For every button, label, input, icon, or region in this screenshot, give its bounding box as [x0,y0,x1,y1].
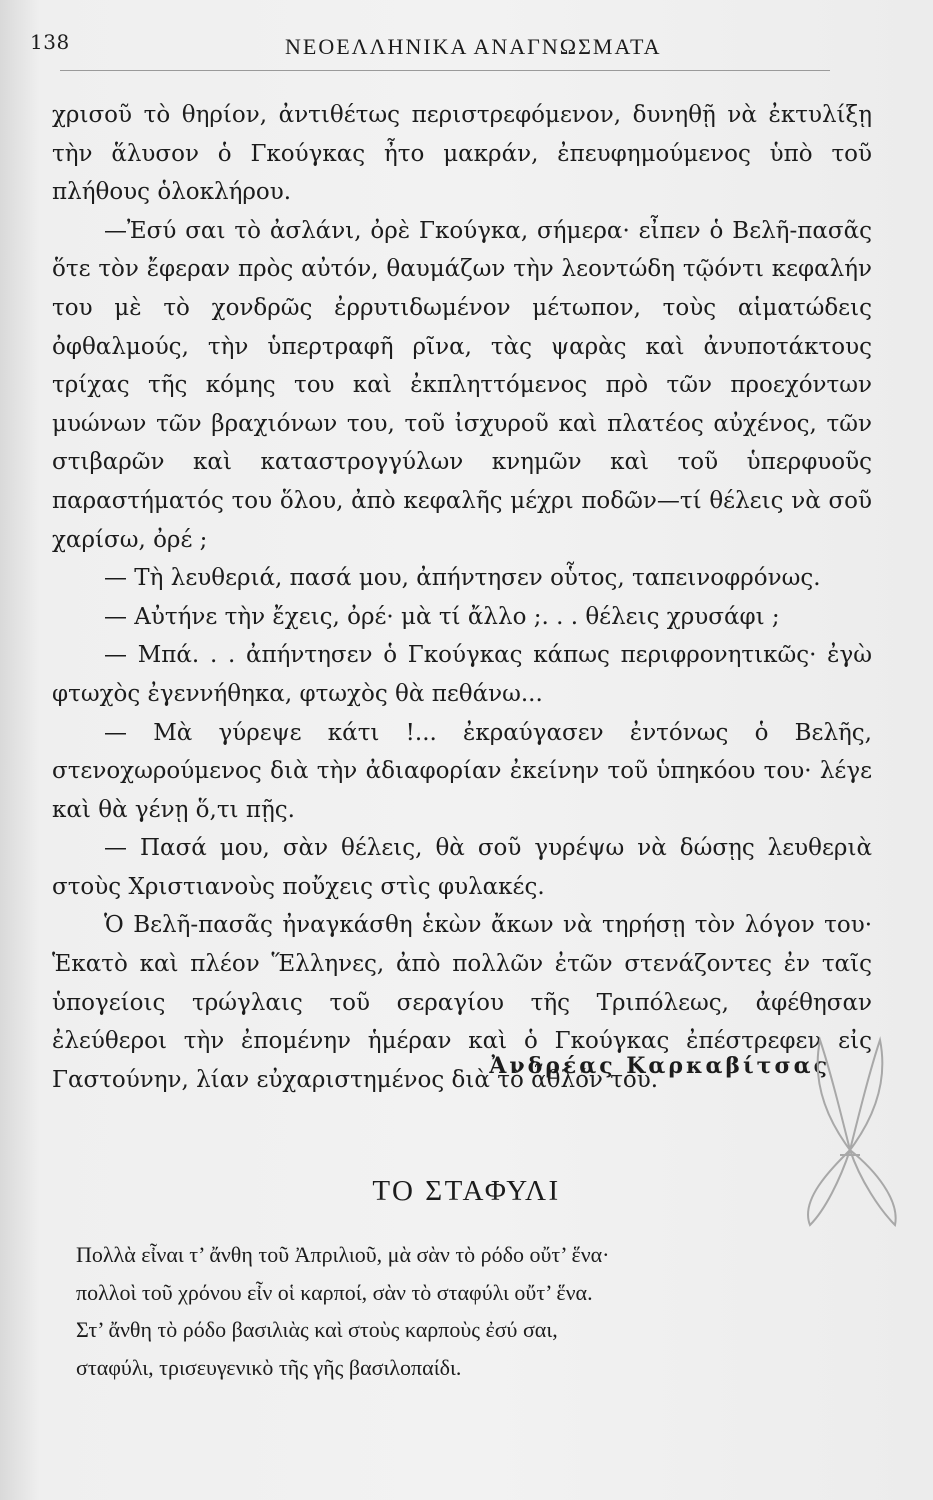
story-text [52,96,872,1099]
poem-line: Πολλὰ εἶναι τ’ ἄνθη τοῦ Ἀπριλιοῦ, μὰ σὰν τὸ ρόδο οὔτ’ ἕνα· [76,1242,610,1267]
story-paragraph: χρισοῦ τὸ θηρίον, ἀντιθέτως περιστρεφόμενον, δυνηθῇ νὰ ἐκτυλίξῃ τὴν ἅλυσον ὁ Γκούγκας ἦτο μακράν, ἐπευφημούμενος ὑπὸ τοῦ πλήθους ὁλοκλήρου. [52,102,872,206]
dialogue-line: — Πασά μου, σὰν θέλεις, θὰ σοῦ γυρέψω νὰ δώσῃς λευθεριὰ στοὺς Χριστιανοὺς ποὔχεις στὶς φυλακές. [52,835,872,900]
poem-line: πολλοὶ τοῦ χρόνου εἶν οἱ καρποί, σὰν τὸ σταφύλι οὔτ’ ἕνα. [76,1279,593,1305]
dialogue-line: — Αὐτήνε τὴν ἔχεις, ὀρέ· μὰ τί ἄλλο ;. . . θέλεις χρυσάφι ; [104,603,780,630]
dialogue-line: — Μπά. . . ἀπήντησεν ὁ Γκούγκας κάπως περιφρονητικῶς· ἐγὼ φτωχὸς ἐγεννήθηκα, φτωχὸς θὰ πεθάνω... [52,642,872,707]
poem-title: ΤΟ ΣΤΑΦΥΛΙ [372,1175,561,1207]
story-paragraph: —Ἐσύ σαι τὸ ἀσλάνι, ὀρὲ Γκούγκα, σήμερα· εἶπεν ὁ Βελῆ-πασᾶς ὅτε τὸν ἔφεραν πρὸς αὐτόν, θαυμάζων τὴν λεοντώδη τῷόντι κεφαλήν του μὲ τὸ χονδρῶς ἐρρυτιδωμένον μέτωπον, τοὺς αἱματώδεις ὀφθαλμούς, τὴν ὑπερτραφῆ ρῖνα, τὰς ψαρὰς καὶ ἀνυποτάκτους τρίχας τῆς κόμης του καὶ ἐκπληττόμενος πρὸ τῶν προεχόντων μυώνων τῶν βραχιόνων του, τοῦ ἰσχυροῦ καὶ πλατέος αὐχένος, τῶν στιβαρῶν καὶ καταστρογγύλων κνημῶν καὶ τοῦ ὑπερφυοῦς παραστήματός του ὅλου, ἀπὸ κεφαλῆς μέχρι ποδῶν—τί θέλεις νὰ σοῦ χαρίσω, ὀρέ ; [52,217,872,553]
running-title: ΝΕΟΕΛΛΗΝΙΚΑ ΑΝΑΓΝΩΣΜΑΤΑ [285,34,662,59]
story-paragraph: Ὁ Βελῆ-πασᾶς ἠναγκάσθη ἑκὼν ἄκων νὰ τηρήσῃ τὸν λόγον του· Ἑκατὸ καὶ πλέον Ἕλληνες, ἀπὸ πολλῶν ἐτῶν στενάζοντες ἐν ταῖς ὑπογείοις τρώγλαις τοῦ σεραγίου τῆς Τριπόλεως, ἀφέθησαν ἐλεύθεροι τὴν ἐπομένην ἡμέραν καὶ ὁ Γκούγκας ἐπέστρεφεν εἰς Γαστούνην, λίαν εὐχαριστημένος διὰ τὸ ἆθλόν του. [52,912,872,1093]
header-divider [60,70,830,71]
poem-line: σταφύλι, τρισευγενικὸ τῆς γῆς βασιλοπαίδι. [76,1354,462,1380]
dialogue-line: — Τὴ λευθεριά, πασά μου, ἀπήντησεν οὗτος, ταπεινοφρόνως. [104,565,821,592]
poem-line: Στ’ ἄνθη τὸ ρόδο βασιλιὰς καὶ στοὺς καρποὺς ἐσύ σαι, [76,1317,558,1342]
page-number: 138 [30,30,70,54]
author-signature: Ἀνδρέας Καρκαβίτσας [489,1053,830,1079]
page-header [30,26,843,66]
dialogue-line: — Μὰ γύρεψε κάτι !... ἐκραύγασεν ἐντόνως ὁ Βελῆς, στενοχωρούμενος διὰ τὴν ἀδιαφορίαν ἐκείνην τοῦ ὑπηκόου του· λέγε καὶ θὰ γένῃ ὅ,τι πῇς. [52,719,872,823]
poem-text [76,1236,836,1386]
